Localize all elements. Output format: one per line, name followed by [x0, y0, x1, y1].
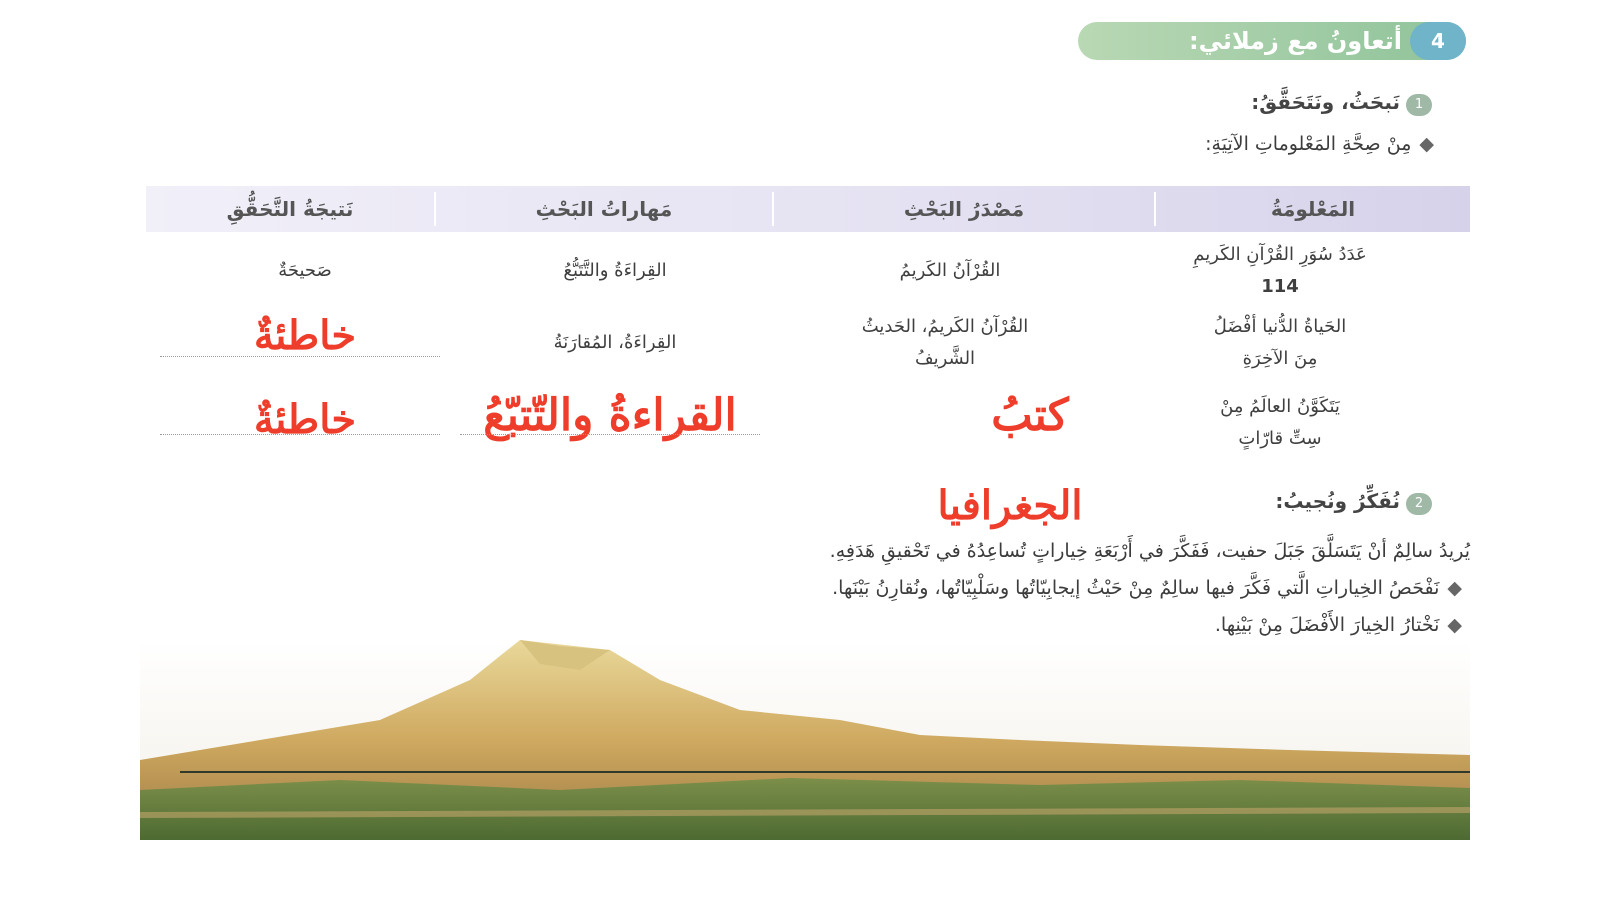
- answer-result: خاطئةٌ: [253, 396, 357, 443]
- section-2-badge: 2: [1406, 493, 1432, 515]
- bullet-icon: ◆: [1447, 614, 1462, 636]
- answer-source-line1: كتبُ: [991, 390, 1069, 441]
- answer-line: [460, 434, 760, 435]
- activity-title: أتعاونُ مع زملائي:: [1189, 27, 1402, 55]
- cell-info-line1: عَدَدُ سُوَرِ القُرْآنِ الكَريمِ: [1193, 244, 1367, 265]
- column-divider: [1154, 192, 1156, 226]
- column-header-skills: مَهاراتُ البَحْثِ: [535, 197, 673, 221]
- column-header-info: المَعْلومَةُ: [1270, 197, 1356, 221]
- section-2-bullet-2: ◆نَخْتارُ الخِيارَ الأَفْضَلَ مِنْ بَيْنِها.: [1214, 614, 1462, 636]
- cell-source-line2: الشَّريفُ: [914, 348, 976, 369]
- table-header-row: [146, 186, 1470, 232]
- cell-info-line2: مِنَ الآخِرَةِ: [1242, 348, 1318, 369]
- section-1-badge: 1: [1406, 94, 1432, 116]
- cell-source: القُرْآنُ الكَريمُ: [899, 260, 1001, 281]
- cell-info-line1: الحَياةُ الدُّنيا أفْضَلُ: [1213, 316, 1347, 337]
- answer-line: [160, 434, 440, 435]
- column-header-result: نَتيجَةُ التَّحَقُّقِ: [226, 197, 354, 221]
- cell-result: صَحيحَةٌ: [278, 260, 332, 281]
- answer-line: [160, 356, 440, 357]
- cell-info-line1: يَتَكَوَّنُ العالَمُ مِنْ: [1220, 396, 1340, 417]
- section-1-instruction: ◆مِنْ صِحَّةِ المَعْلوماتِ الآتِيَةِ:: [1205, 133, 1434, 155]
- answer-skills: القراءةُ والتّتبّعُ: [483, 390, 737, 441]
- activity-header: [1078, 22, 1466, 60]
- cell-info-line2: 114: [1261, 276, 1299, 297]
- answer-result: خاطئةٌ: [253, 312, 357, 359]
- section-2-title: نُفَكِّرُ ونُجيبُ:: [1275, 489, 1400, 513]
- section-2-bullet-1: ◆نَفْحَصُ الخِياراتِ الَّتي فَكَّرَ فيها سالِمٌ مِنْ حَيْثُ إيجابِيّاتُها وسَلْبِيّاتُها، ونُقارِنُ بَيْنَها.: [832, 577, 1462, 599]
- column-divider: [772, 192, 774, 226]
- bullet-icon: ◆: [1447, 577, 1462, 599]
- column-divider: [434, 192, 436, 226]
- answer-source-line2: الجغرافيا: [937, 482, 1083, 529]
- cell-source-line1: القُرْآنُ الكَريمُ، الحَديثُ: [861, 316, 1029, 337]
- section-2-paragraph: يُريدُ سالِمٌ أنْ يَتَسَلَّقَ جَبَلَ حفيت، فَفَكَّرَ في أَرْبَعَةِ خِياراتٍ تُساعِدُهُ في تَحْقيقِ هَدَفِهِ.: [829, 540, 1470, 562]
- activity-number-badge: 4: [1410, 22, 1466, 60]
- mountain-landscape-image: [140, 640, 1470, 840]
- bullet-icon: ◆: [1419, 133, 1434, 155]
- section-1-title: نَبحَثُ، ونَتَحَقَّقُ:: [1251, 90, 1400, 114]
- cell-skills: القِراءَةُ، المُقارَنَةُ: [553, 332, 677, 353]
- column-header-source: مَصْدَرُ البَحْثِ: [903, 197, 1025, 221]
- cell-info-line2: سِتِّ قارّاتٍ: [1238, 428, 1322, 449]
- cell-skills: القِراءَةُ والتَّتَبُّعُ: [563, 260, 667, 281]
